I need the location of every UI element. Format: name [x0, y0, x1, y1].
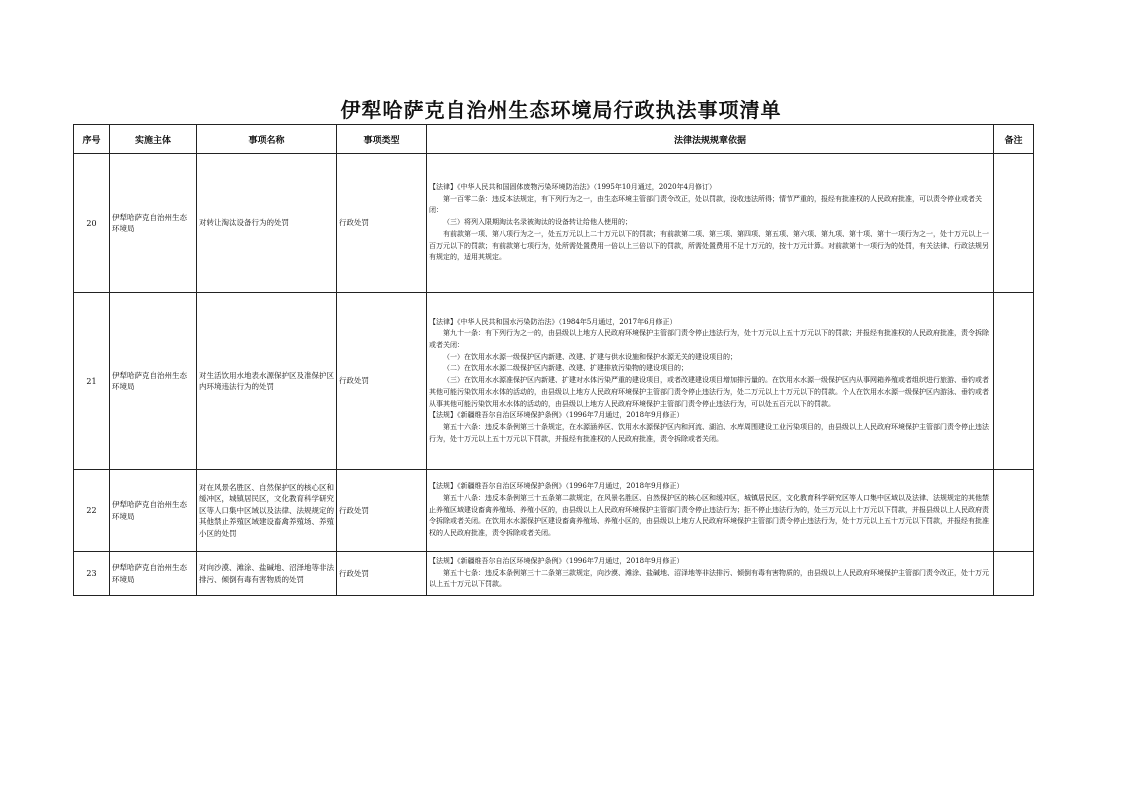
legal-basis-line: 第一百零二条：违反本法规定，有下列行为之一，由生态环境主管部门责令改正，处以罚款，没收违法所得；情节严重的，报经有批准权的人民政府批准，可以责令停业或者关闭：: [429, 194, 982, 215]
row-entity: 伊犁哈萨克自治州生态环境局: [110, 154, 197, 293]
row-item-name: 对向沙漠、滩涂、盐碱地、沼泽地等非法排污、倾倒有毒有害物质的处罚: [197, 552, 337, 596]
legal-basis-line: （二）在饮用水水源二级保护区内新建、改建、扩建排放污染物的建设项目的；: [443, 364, 688, 373]
row-seq: 22: [74, 470, 110, 552]
legal-basis-line: （三）在饮用水水源准保护区内新建、扩建对水体污染严重的建设项目，或者改建建设项目增加排污量的。在饮用水水源一级保护区内从事网箱养殖或者组织进行旅游、垂钓或者其他可能污染饮用水水体的活动的，由县级以上地方人民政府环境保护主管部门责令停止违法行为，处二万元以上十万元以下的罚款。个人在饮用水水源一级保护区内游泳、垂钓或者从事其他可能污染饮用水水体的活动的，由县级以上地方人民政府环境保护主管部门责令停止违法行为，可以处五百元以下的罚款。: [429, 376, 989, 408]
row-entity: 伊犁哈萨克自治州生态环境局: [110, 470, 197, 552]
row-note: [994, 293, 1034, 470]
legal-basis-line: 第五十六条：违反本条例第三十条规定，在水源涵养区、饮用水水源保护区内和河流、湖泊、水库周围建设工业污染项目的，由县级以上人民政府环境保护主管部门责令停止违法行为，处十万元以上五十万元以下罚款，并报经有批准权的人民政府批准，责令拆除或者关闭。: [429, 422, 989, 443]
legal-basis-line: 【法律】《中华人民共和国固体废物污染环境防治法》（1995年10月通过，2020年4月修订）: [429, 183, 716, 192]
legal-basis-line: 【法规】《新疆维吾尔自治区环境保护条例》（1996年7月通过，2018年9月修正）: [429, 556, 684, 565]
table-header-row: [74, 125, 1034, 154]
row-legal-basis: [427, 154, 994, 293]
legal-basis-line: 第五十七条：违反本条例第三十二条第三款规定，向沙漠、滩涂、盐碱地、沼泽地等非法排污、倾倒有毒有害物质的，由县级以上人民政府环境保护主管部门责令改正，处十万元以上五十万元以下罚款。: [429, 568, 989, 589]
row-note: [994, 552, 1034, 596]
row-legal-basis: [427, 470, 994, 552]
header-basis: 法律法规规章依据: [427, 125, 994, 154]
row-entity: 伊犁哈萨克自治州生态环境局: [110, 293, 197, 470]
legal-basis-line: 【法规】《新疆维吾尔自治区环境保护条例》（1996年7月通过，2018年9月修正）: [429, 482, 684, 491]
page-title: 伊犁哈萨克自治州生态环境局行政执法事项清单: [340, 98, 782, 122]
table-row: [74, 293, 1034, 470]
row-item-type: 行政处罚: [337, 552, 427, 596]
header-name: 事项名称: [197, 125, 337, 154]
legal-basis-line: 第九十一条：有下列行为之一的，由县级以上地方人民政府环境保护主管部门责令停止违法行为，处十万元以上五十万元以下的罚款；并报经有批准权的人民政府批准，责令拆除或者关闭：: [429, 329, 989, 350]
table-row: [74, 552, 1034, 596]
enforcement-items-table: [73, 124, 1034, 596]
header-note: 备注: [994, 125, 1034, 154]
row-item-type: 行政处罚: [337, 293, 427, 470]
header-type: 事项类型: [337, 125, 427, 154]
legal-basis-line: 【法律】《中华人民共和国水污染防治法》（1984年5月通过，2017年6月修正）: [429, 317, 677, 326]
row-seq: 21: [74, 293, 110, 470]
table-row: [74, 154, 1034, 293]
row-seq: 23: [74, 552, 110, 596]
legal-basis-line: 有前款第一项、第八项行为之一，处五万元以上二十万元以下的罚款；有前款第二项、第三项、第四项、第五项、第六项、第九项、第十项、第十一项行为之一，处十万元以上一百万元以下的罚款；有前款第七项行为，处所需处置费用一倍以上三倍以下的罚款，所需处置费用不足十万元的，按十万元计算。对前款第十一项行为的处罚，有关法律、行政法规另有规定的，适用其规定。: [429, 229, 989, 262]
row-note: [994, 154, 1034, 293]
legal-basis-line: （一）在饮用水水源一级保护区内新建、改建、扩建与供水设施和保护水源无关的建设项目的；: [443, 352, 737, 361]
header-entity: 实施主体: [110, 125, 197, 154]
row-item-name: 对转让淘汰设备行为的处罚: [197, 154, 337, 293]
row-legal-basis: [427, 552, 994, 596]
table-row: [74, 470, 1034, 552]
header-seq: 序号: [74, 125, 110, 154]
row-legal-basis: [427, 293, 994, 470]
row-item-name: 对生活饮用水地表水源保护区及准保护区内环境违法行为的处罚: [197, 293, 337, 470]
row-item-name: 对在风景名胜区、自然保护区的核心区和缓冲区，城镇居民区，文化教育科学研究区等人口集中区域以及法律、法规规定的其他禁止养殖区域建设畜禽养殖场、养殖小区的处罚: [197, 470, 337, 552]
legal-basis-line: （三）将列入限期淘汰名录被淘汰的设备转让给他人使用的；: [443, 218, 632, 227]
row-item-type: 行政处罚: [337, 470, 427, 552]
legal-basis-line: 第五十八条：违反本条例第三十五条第二款规定，在风景名胜区、自然保护区的核心区和缓冲区，城镇居民区，文化教育科学研究区等人口集中区域以及法律、法规规定的其他禁止养殖区域建设畜禽养殖场、养殖小区的，由县级以上人民政府环境保护主管部门责令停止违法行为；拒不停止违法行为的，处三万元以上十万元以下罚款，并报县级以上人民政府责令拆除或者关闭。在饮用水水源保护区建设畜禽养殖场、养殖小区的，由县级以上地方人民政府环境保护主管部门责令停止违法行为，处十万元以上五十万元以下罚款，并报经有批准权的人民政府批准，责令拆除或者关闭。: [429, 493, 989, 538]
row-seq: 20: [74, 154, 110, 293]
row-item-type: 行政处罚: [337, 154, 427, 293]
row-entity: 伊犁哈萨克自治州生态环境局: [110, 552, 197, 596]
legal-basis-line: 【法规】《新疆维吾尔自治区环境保护条例》（1996年7月通过，2018年9月修正）: [429, 411, 684, 420]
row-note: [994, 470, 1034, 552]
